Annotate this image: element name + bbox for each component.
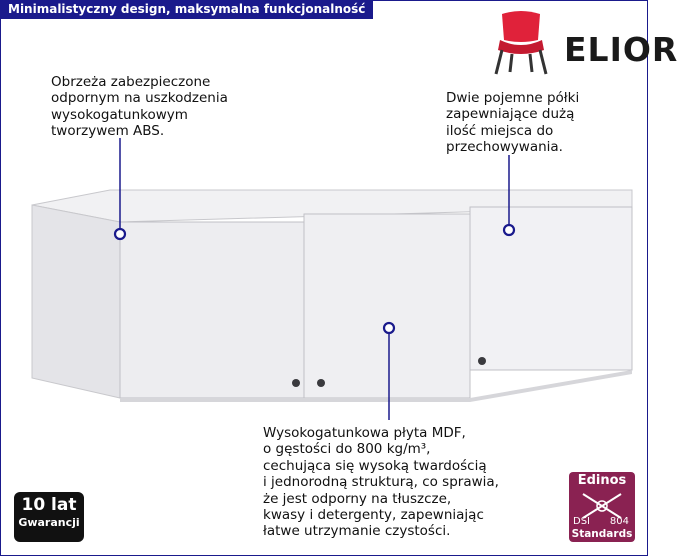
certificate-title: Edinos [577,473,627,488]
certificate-badge [569,472,635,542]
warranty-label: Gwarancji [18,516,80,529]
note-material: Wysokogatunkowa płyta MDF, o gęstości do 800 kg/m³, cechująca się wysoką twardością i jednorodną strukturą, co sprawia, że jest odporny na tłuszcze, kwasy i detergenty, zapewniając łatwe utrzymanie czystości. [263,425,499,540]
knob-icon [317,379,325,387]
warranty-badge [14,492,84,542]
note-edges: Obrzeża zabezpieczone odpornym na uszkodzenia wysokogatunkowym tworzywem ABS. [51,74,228,140]
tagline-text: Minimalistyczny design, maksymalna funkcjonalność [8,2,366,16]
knob-icon [478,357,486,365]
note-shelves: Dwie pojemne półki zapewniające dużą ilość miejsca do przechowywania. [446,90,580,156]
certificate-right: 804 [609,516,629,527]
callout-dot-shelves [504,225,514,235]
knob-icon [292,379,300,387]
brand-name: ELIOR [564,30,678,69]
callout-dot-material [384,323,394,333]
callout-dot-edges [115,229,125,239]
warranty-years: 10 lat [21,495,77,515]
certificate-left: DSI [573,516,590,527]
certificate-bottom: Standards [571,528,633,540]
